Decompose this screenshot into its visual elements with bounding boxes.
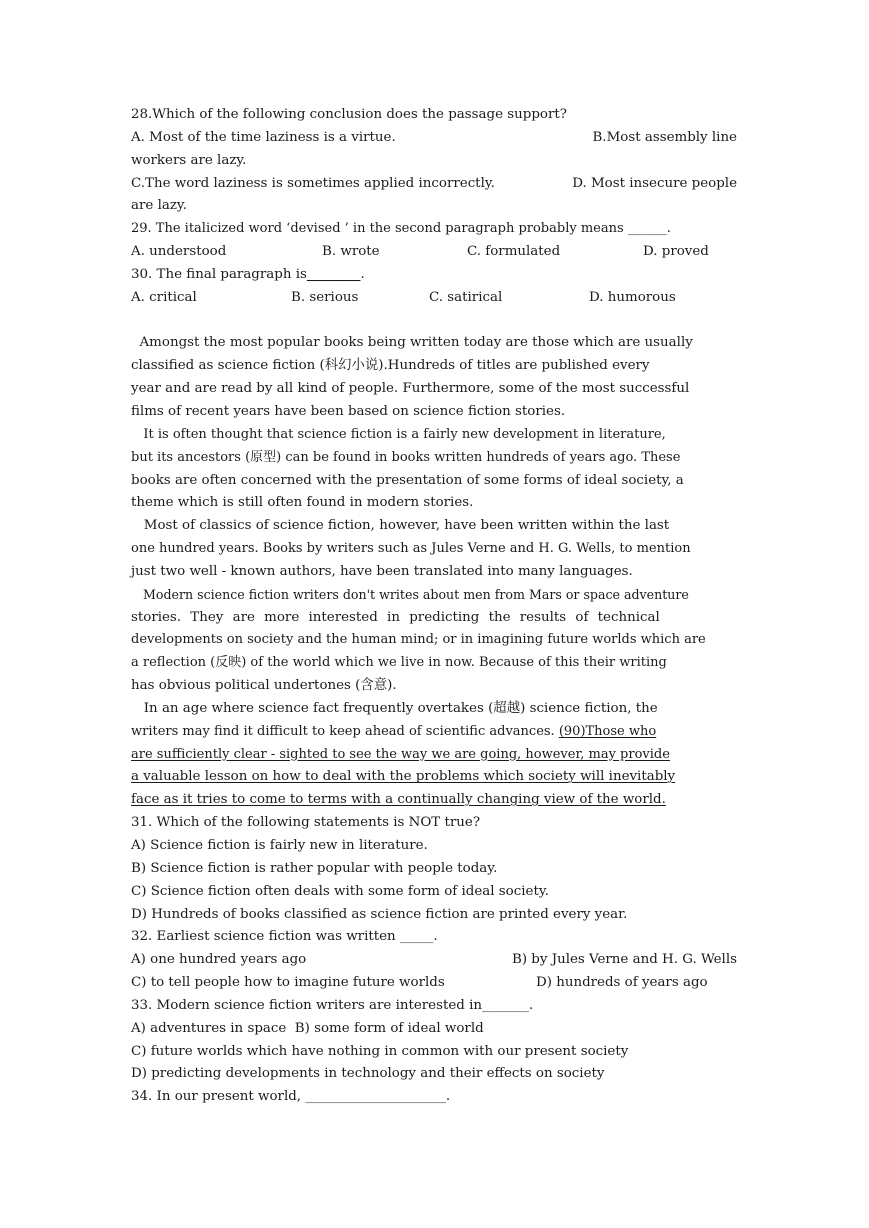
q32-options-ab bbox=[131, 949, 737, 972]
passage-line: Amongst the most popular books being written today are those which are usually bbox=[131, 335, 693, 351]
underlined-sentence: a valuable lesson on how to deal with the problems which society will inevitably bbox=[131, 769, 676, 785]
passage-line: year and are read by all kind of people. Furthermore, some of the most successful bbox=[131, 381, 690, 397]
q32-options-cd bbox=[131, 972, 737, 995]
q29-stem: 29. The italicized word ‘devised ’ in the second paragraph probably means ______. bbox=[131, 221, 671, 237]
q28-option-d-end: are lazy. bbox=[131, 198, 187, 214]
passage-line: just two well - known authors, have been translated into many languages. bbox=[131, 563, 633, 579]
q30-option-c: C. satirical bbox=[429, 289, 503, 305]
q32-option-a: A) one hundred years ago bbox=[131, 952, 307, 968]
q28-options-cd bbox=[131, 173, 737, 196]
passage-line: classified as science fiction (科幻小说).Hundreds of titles are published every bbox=[131, 358, 650, 374]
q28-option-a: A. Most of the time laziness is a virtue. bbox=[131, 129, 396, 145]
q32-option-d: D) hundreds of years ago bbox=[536, 975, 708, 991]
q28-option-b-end: workers are lazy. bbox=[131, 152, 247, 168]
q33-option-d: D) predicting developments in technology and their effects on society bbox=[131, 1066, 605, 1082]
passage-line: stories. They are more interested in predicting the results of technical bbox=[131, 609, 660, 625]
passage-line: has obvious political undertones (含意). bbox=[131, 678, 397, 694]
q28-option-b-start: B.Most assembly line bbox=[592, 129, 737, 145]
q28-stem: 28.Which of the following conclusion does the passage support? bbox=[131, 107, 567, 122]
q30-option-d: D. humorous bbox=[589, 289, 676, 305]
passage-line: developments on society and the human mind; or in imagining future worlds which are bbox=[131, 632, 706, 648]
q34-stem: 34. In our present world, _____________________. bbox=[131, 1089, 451, 1105]
spacer bbox=[131, 310, 737, 333]
passage bbox=[131, 332, 737, 812]
q32-option-b: B) by Jules Verne and H. G. Wells bbox=[511, 952, 737, 968]
q33-stem: 33. Modern science fiction writers are interested in_______. bbox=[131, 997, 534, 1013]
q28-options-ab bbox=[131, 127, 737, 150]
q32-option-c: C) to tell people how to imagine future worlds bbox=[131, 975, 445, 991]
q31-option-c: C) Science fiction often deals with some form of ideal society. bbox=[131, 883, 549, 899]
q30-stem-text: 30. The final paragraph is bbox=[131, 266, 307, 282]
q33-options-ab: A) adventures in space B) some form of ideal world bbox=[131, 1020, 484, 1036]
q31-stem: 31. Which of the following statements is NOT true? bbox=[131, 815, 481, 831]
q29-option-d: D. proved bbox=[643, 244, 709, 260]
passage-line bbox=[131, 721, 737, 744]
passage-line: In an age where science fact frequently overtakes (超越) science fiction, the bbox=[131, 700, 658, 716]
q31-option-b: B) Science fiction is rather popular with people today. bbox=[131, 860, 498, 876]
underlined-sentence: are sufficiently clear - sighted to see the way we are going, however, may provide bbox=[131, 746, 670, 762]
q30-option-b: B. serious bbox=[291, 289, 359, 305]
passage-line: Most of classics of science fiction, however, have been written within the last bbox=[131, 518, 670, 534]
q29-option-a: A. understood bbox=[131, 244, 227, 260]
passage-line: one hundred years. Books by writers such as Jules Verne and H. G. Wells, to mention bbox=[131, 541, 691, 557]
q30-options bbox=[131, 287, 737, 310]
document-page bbox=[131, 104, 737, 1109]
q28-option-c: C.The word laziness is sometimes applied incorrectly. bbox=[131, 175, 495, 191]
passage-line: It is often thought that science fiction is a fairly new development in literature, bbox=[131, 426, 666, 442]
q31-option-a: A) Science fiction is fairly new in literature. bbox=[131, 838, 428, 853]
q33-option-c: C) future worlds which have nothing in common with our present society bbox=[131, 1043, 629, 1059]
passage-line: but its ancestors (原型) can be found in books written hundreds of years ago. These bbox=[131, 449, 681, 465]
q30-blank: ________ bbox=[306, 266, 361, 282]
q29-options bbox=[131, 241, 737, 264]
q30-stem-end: . bbox=[360, 266, 365, 282]
passage-line: theme which is still often found in modern stories. bbox=[131, 495, 474, 511]
underlined-sentence: (90)Those who bbox=[558, 723, 657, 739]
q29-option-c: C. formulated bbox=[467, 244, 561, 260]
passage-text: writers may find it difficult to keep ahead of scientific advances. bbox=[131, 723, 559, 739]
q32-stem: 32. Earliest science fiction was written _____. bbox=[131, 929, 438, 945]
passage-line: Modern science fiction writers don't writes about men from Mars or space adventure bbox=[131, 586, 689, 602]
q28-option-d-start: D. Most insecure people bbox=[572, 175, 737, 191]
q29-option-b: B. wrote bbox=[322, 244, 380, 260]
q30-stem bbox=[131, 264, 737, 287]
passage-line: films of recent years have been based on science fiction stories. bbox=[131, 403, 566, 419]
passage-line: a reflection (反映) of the world which we live in now. Because of this their writing bbox=[131, 655, 667, 671]
underlined-sentence: face as it tries to come to terms with a continually changing view of the world. bbox=[131, 792, 666, 808]
passage-line: books are often concerned with the presentation of some forms of ideal society, a bbox=[131, 472, 684, 488]
q31-option-d: D) Hundreds of books classified as science fiction are printed every year. bbox=[131, 906, 628, 922]
q30-option-a: A. critical bbox=[131, 289, 197, 305]
